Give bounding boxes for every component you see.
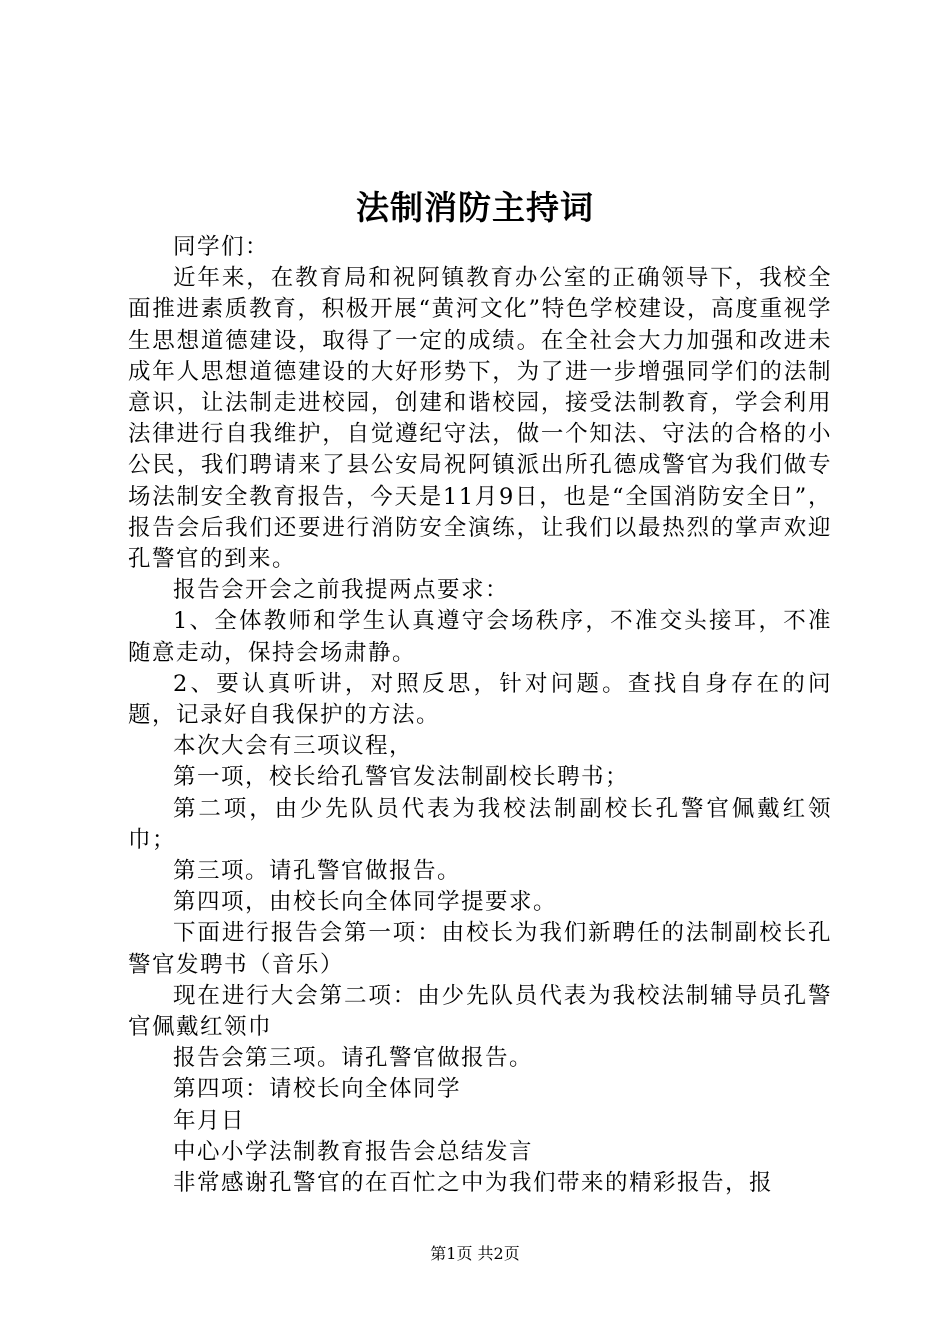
- paragraph-greeting: 同学们：: [173, 234, 270, 260]
- paragraph-step-1: 下面进行报告会第一项：由校长为我们新聘任的法制副校长孔警官发聘书（音乐）: [128, 920, 832, 978]
- paragraph-agenda-item-4: 第四项，由校长向全体同学提要求。: [173, 889, 558, 916]
- paragraph-subtitle: 中心小学法制教育报告会总结发言: [173, 1138, 534, 1165]
- document-body: [128, 232, 832, 1199]
- paragraph-intro: 近年来，在教育局和祝阿镇教育办公室的正确领导下，我校全面推进素质教育，积极开展“黄河文化”特色学校建设，高度重视学生思想道德建设，取得了一定的成绩。在全社会大力加强和改进未成年人思想道德建设的大好形势下，为了进一步增强同学们的法制意识，让法制走进校园，创建和谐校园，接受法制教育，学会利用法律进行自我维护，自觉遵纪守法，做一个知法、守法的合格的小公民，我们聘请来了县公安局祝阿镇派出所孔德成警官为我们做专场法制安全教育报告，今天是11月9日，也是“全国消防安全日”，报告会后我们还要进行消防安全演练，让我们以最热烈的掌声欢迎孔警官的到来。: [128, 265, 832, 573]
- page-number-footer: 第1页 共2页: [430, 1244, 520, 1263]
- paragraph-requirement-2: 2、要认真听讲，对照反思，针对问题。查找自身存在的问题，记录好自我保护的方法。: [128, 670, 832, 729]
- paragraph-agenda-item-2: 第二项，由少先队员代表为我校法制副校长孔警官佩戴红领巾；: [128, 795, 832, 853]
- paragraph-step-3: 报告会第三项。请孔警官做报告。: [173, 1045, 534, 1072]
- paragraph-closing: 非常感谢孔警官的在百忙之中为我们带来的精彩报告，报: [173, 1170, 774, 1197]
- document-title: 法制消防主持词: [356, 188, 594, 227]
- paragraph-agenda-item-1: 第一项，校长给孔警官发法制副校长聘书；: [173, 764, 630, 791]
- paragraph-agenda-item-3: 第三项。请孔警官做报告。: [173, 858, 462, 885]
- paragraph-step-4: 第四项：请校长向全体同学: [173, 1076, 462, 1103]
- paragraph-agenda-lead: 本次大会有三项议程，: [173, 733, 414, 760]
- paragraph-requirement-1: 1、全体教师和学生认真遵守会场秩序，不准交头接耳，不准随意走动，保持会场肃静。: [128, 608, 832, 666]
- paragraph-step-2: 现在进行大会第二项：由少先队员代表为我校法制辅导员孔警官佩戴红领巾: [128, 982, 832, 1041]
- paragraph-requirements-lead: 报告会开会之前我提两点要求：: [173, 577, 510, 604]
- paragraph-date: 年月日: [173, 1107, 246, 1134]
